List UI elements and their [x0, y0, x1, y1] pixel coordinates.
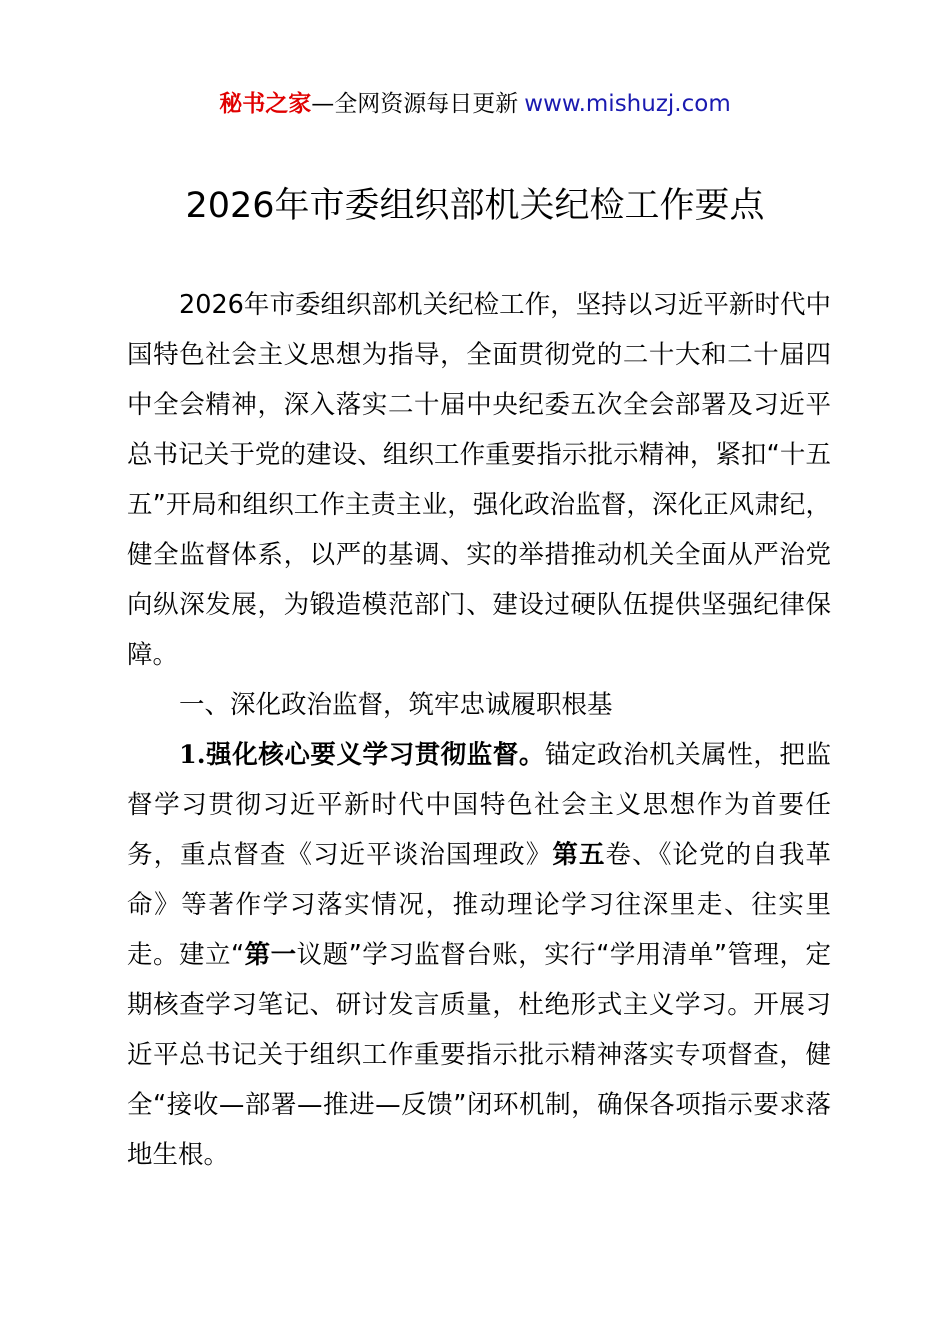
item-1-text-c: 议题”学习监督台账，实行“学用清单”管理，定期核查学习笔记、研讨发言质量，杜绝形式主义学习。开展习近平总书记关于组织工作重要指示批示精神落实专项督查，健全“接收—部署—推进—反馈”闭环机制，确保各项指示要求落地生根。	[127, 940, 831, 1170]
site-slogan: —全网资源每日更新	[311, 91, 519, 117]
item-1-text-a: 锚定政治机关属性，把监督学习贯彻习近平新时代中国特色社会主义思想作为首要任务，重点督查《习近平谈治国理政》	[127, 740, 831, 870]
site-header	[0, 88, 950, 120]
intro-paragraph: 2026年市委组织部机关纪检工作，坚持以习近平新时代中国特色社会主义思想为指导，全面贯彻党的二十大和二十届四中全会精神，深入落实二十届中央纪委五次全会部署及习近平总书记关于党的建设、组织工作重要指示批示精神，紧扣“十五五”开局和组织工作主责主业，强化政治监督，深化正风肃纪，健全监督体系，以严的基调、实的举措推动机关全面从严治党向纵深发展，为锻造模范部门、建设过硬队伍提供坚强纪律保障。	[127, 290, 831, 670]
section-1-heading: 一、深化政治监督，筑牢忠诚履职根基	[179, 690, 613, 720]
site-brand: 秘书之家	[219, 91, 312, 117]
item-1-bold-b: 第一	[244, 940, 297, 970]
item-1-bold-a: 第五	[552, 840, 606, 870]
site-url-link[interactable]: www.mishuzj.com	[524, 91, 731, 117]
item-1-title: 强化核心要义学习贯彻监督。	[205, 740, 545, 770]
document-title: 2026年市委组织部机关纪检工作要点	[185, 186, 765, 226]
item-1-number: 1.	[179, 740, 206, 770]
document-body	[127, 280, 831, 1180]
item-1-text-b: 卷、《论党的自我革命》等著作学习落实情况，推动理论学习往深里走、往实里走。建立“	[127, 840, 831, 970]
item-1-paragraph	[127, 730, 831, 1180]
